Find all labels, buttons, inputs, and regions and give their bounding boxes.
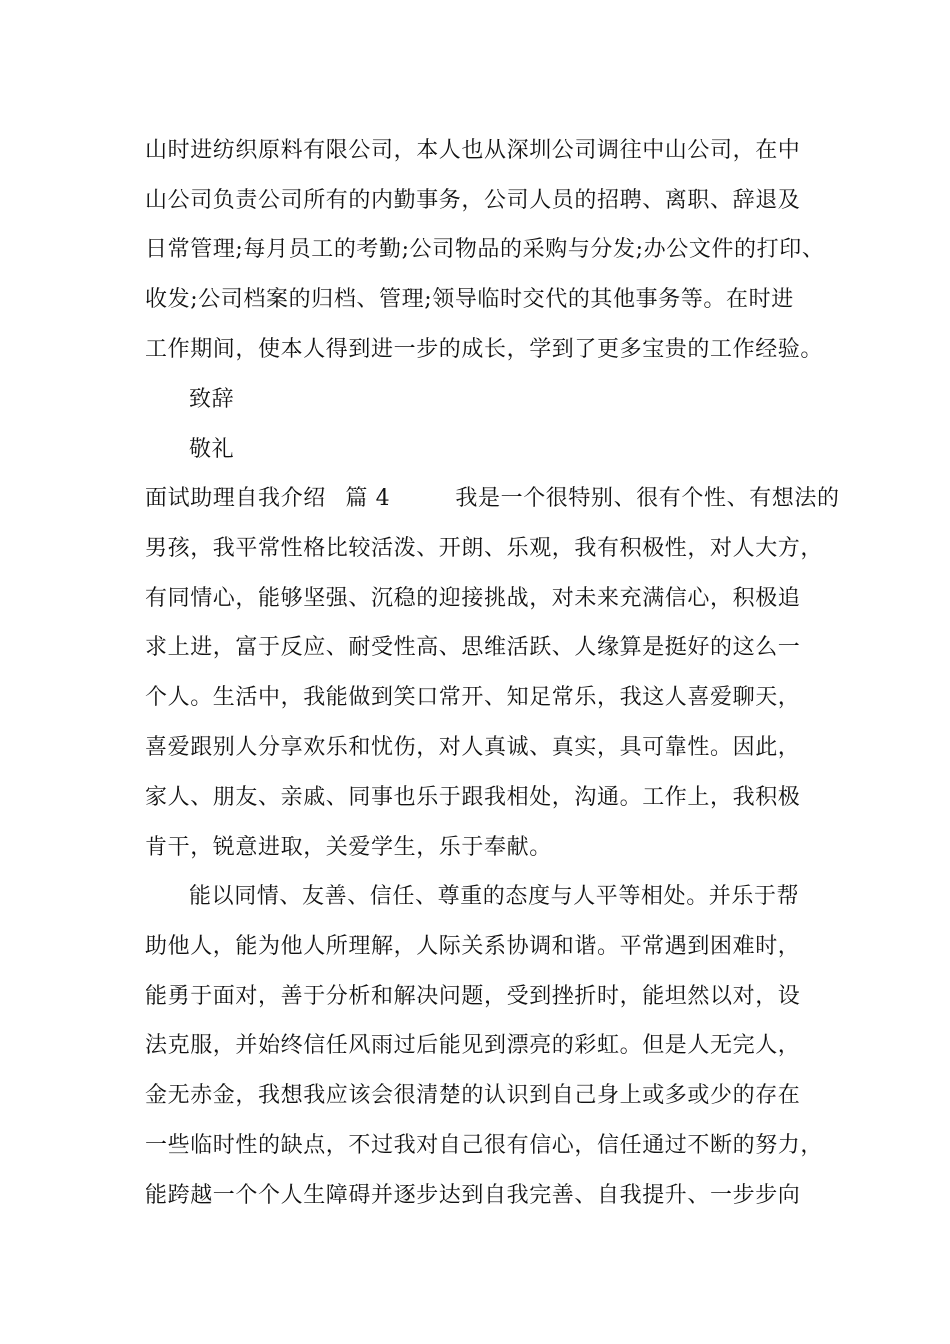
text-line: 求上进，富于反应、耐受性高、思维活跃、人缘算是挺好的这么一 bbox=[145, 635, 801, 660]
closing-regards: 敬礼 bbox=[189, 437, 235, 462]
text-line: 喜爱跟别人分享欢乐和忧伤，对人真诚、真实，具可靠性。因此， bbox=[145, 735, 801, 760]
section-number: 篇 4 bbox=[345, 486, 391, 511]
text-line: 助他人，能为他人所理解，人际关系协调和谐。平常遇到困难时， bbox=[145, 934, 801, 959]
text-line: 收发;公司档案的归档、管理;领导临时交代的其他事务等。在时进 bbox=[145, 287, 794, 312]
text-line: 山公司负责公司所有的内勤事务，公司人员的招聘、离职、辞退及 bbox=[145, 188, 801, 213]
text-line: 山时进纺织原料有限公司，本人也从深圳公司调往中山公司，在中 bbox=[145, 138, 801, 163]
text-line: 家人、朋友、亲戚、同事也乐于跟我相处，沟通。工作上，我积极 bbox=[145, 785, 801, 810]
text-line: 个人。生活中，我能做到笑口常开、知足常乐，我这人喜爱聊天， bbox=[145, 685, 801, 710]
text-line: 金无赤金，我想我应该会很清楚的认识到自己身上或多或少的存在 bbox=[145, 1083, 801, 1108]
text-line: 男孩，我平常性格比较活泼、开朗、乐观，我有积极性，对人大方， bbox=[145, 536, 824, 561]
section-heading-line bbox=[145, 479, 845, 519]
text-line: 工作期间，使本人得到进一步的成长，学到了更多宝贵的工作经验。 bbox=[145, 337, 824, 362]
text-line: 有同情心，能够坚强、沉稳的迎接挑战，对未来充满信心，积极追 bbox=[145, 586, 801, 611]
text-line: 肯干，锐意进取，关爱学生，乐于奉献。 bbox=[145, 835, 552, 860]
text-line: 日常管理;每月员工的考勤;公司物品的采购与分发;办公文件的打印、 bbox=[145, 237, 825, 262]
paragraph-start: 能以同情、友善、信任、尊重的态度与人平等相处。并乐于帮 bbox=[189, 884, 800, 909]
text-line: 一些临时性的缺点，不过我对自己很有信心，信任通过不断的努力， bbox=[145, 1133, 824, 1158]
text-line: 能跨越一个个人生障碍并逐步达到自我完善、自我提升、一步步向 bbox=[145, 1183, 801, 1208]
closing-salutation: 致辞 bbox=[189, 387, 235, 412]
text-line: 能勇于面对，善于分析和解决问题，受到挫折时，能坦然以对，设 bbox=[145, 984, 801, 1009]
section-first-text: 我是一个很特别、很有个性、有想法的 bbox=[455, 486, 840, 511]
text-line: 法克服，并始终信任风雨过后能见到漂亮的彩虹。但是人无完人， bbox=[145, 1033, 801, 1058]
section-title: 面试助理自我介绍 bbox=[145, 486, 326, 511]
